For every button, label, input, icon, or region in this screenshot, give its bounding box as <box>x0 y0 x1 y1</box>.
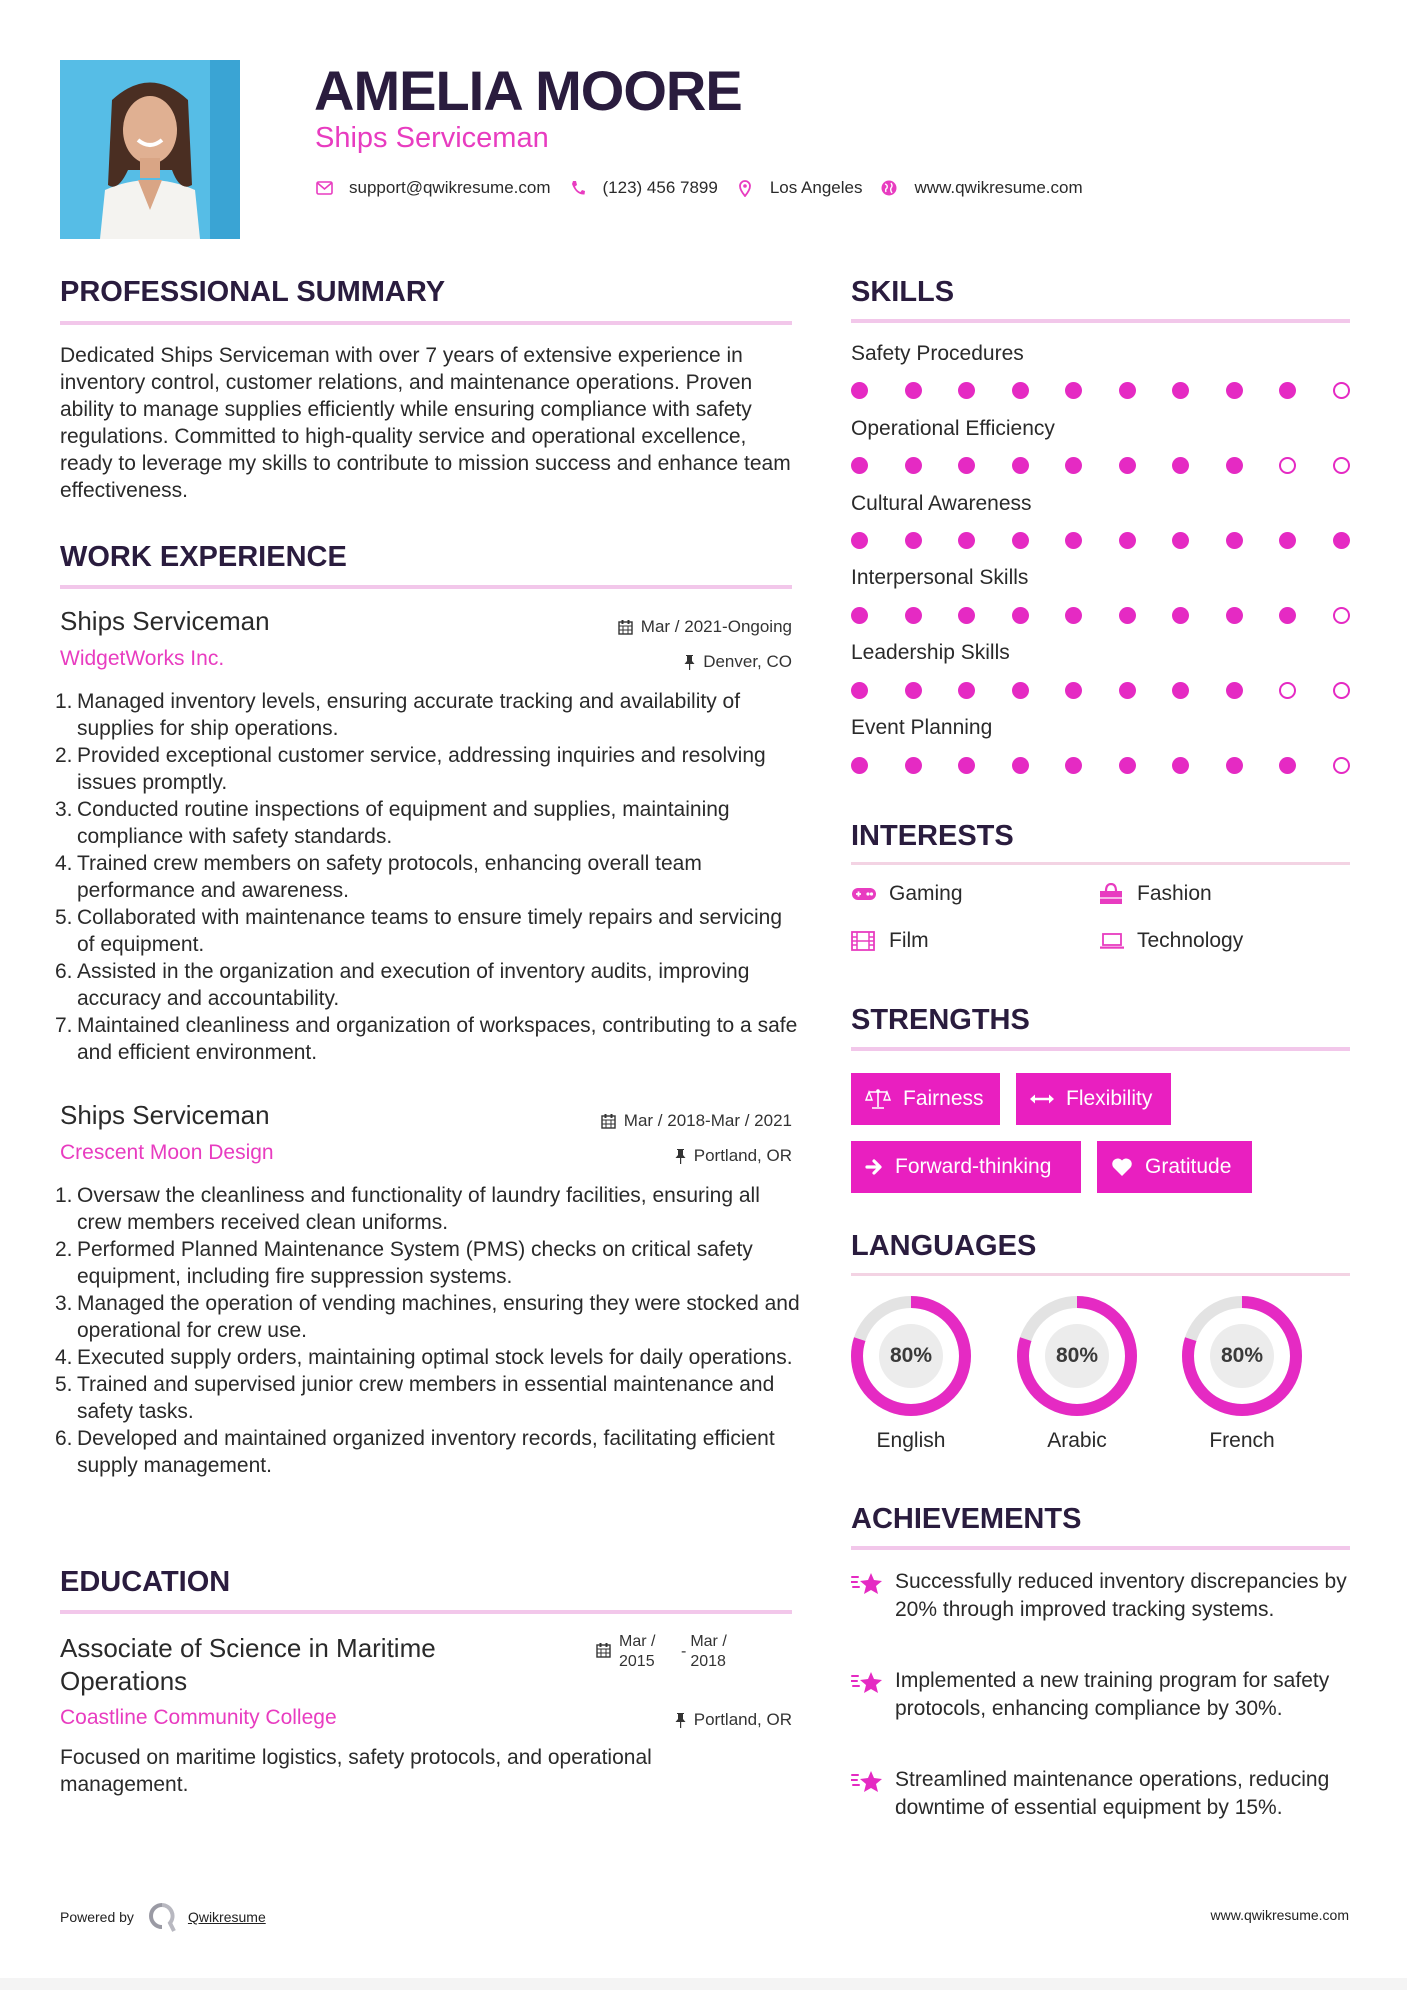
skill-dot-filled <box>1012 682 1029 699</box>
footer-powered-by <box>60 1902 266 1932</box>
skill-dot-empty <box>1333 757 1350 774</box>
skill-dot-filled <box>851 382 868 399</box>
skill-dot-filled <box>1172 682 1189 699</box>
skill-dot-empty <box>1279 682 1296 699</box>
education-dates: Mar / 2015 - Mar / 2018 <box>596 1632 738 1672</box>
interests-heading: INTERESTS <box>851 820 1014 852</box>
skill-dot-filled <box>1172 757 1189 774</box>
phone-icon <box>569 179 587 197</box>
language-item <box>1016 1295 1138 1453</box>
skill-name: Operational Efficiency <box>851 417 1055 440</box>
skills-heading: SKILLS <box>851 276 955 308</box>
skill-dot-filled <box>851 532 868 549</box>
skill-dot-filled <box>1012 382 1029 399</box>
strengths-heading: STRENGTHS <box>851 1004 1030 1036</box>
skill-dot-filled <box>1279 757 1296 774</box>
skill-dot-filled <box>851 457 868 474</box>
strength-label: Flexibility <box>1066 1087 1153 1110</box>
skill-rating <box>851 757 1350 777</box>
skill-dot-filled <box>1279 607 1296 624</box>
contact-website[interactable] <box>880 178 1082 198</box>
job-title: Ships Serviceman <box>60 606 270 636</box>
achievements-divider <box>851 1546 1350 1550</box>
skill-dot-filled <box>1119 682 1136 699</box>
skill-dot-filled <box>1065 757 1082 774</box>
powered-by-label: Powered by <box>60 1909 134 1925</box>
skill-name: Cultural Awareness <box>851 492 1032 515</box>
skill-rating <box>851 382 1350 402</box>
calendar-icon <box>596 1632 611 1672</box>
skill-rating <box>851 532 1350 552</box>
skill-rating <box>851 682 1350 702</box>
skill-dot-filled <box>1279 532 1296 549</box>
language-name: French <box>1209 1429 1275 1452</box>
shooting-star-icon <box>851 1766 895 1822</box>
job-dates-text: Mar / 2021-Ongoing <box>640 617 792 636</box>
skill-dot-filled <box>905 457 922 474</box>
laptop-icon <box>1099 930 1127 952</box>
gamepad-icon <box>851 883 879 905</box>
strength-label: Fairness <box>903 1087 984 1110</box>
achievement-text: Successfully reduced inventory discrepancies by 20% through improved tracking systems. <box>895 1570 1347 1621</box>
skill-dot-filled <box>1012 457 1029 474</box>
skill-dot-filled <box>1065 682 1082 699</box>
skill-dot-filled <box>1012 607 1029 624</box>
skill-dot-filled <box>851 757 868 774</box>
skill-dot-filled <box>958 457 975 474</box>
strengths-divider <box>851 1047 1350 1051</box>
skill-dot-filled <box>1065 532 1082 549</box>
skill-dot-filled <box>958 757 975 774</box>
language-name: English <box>876 1429 946 1452</box>
education-location <box>675 1710 792 1730</box>
education-location-text: Portland, OR <box>693 1710 792 1729</box>
contact-bar <box>315 178 1101 198</box>
language-percent: 80% <box>1220 1344 1264 1367</box>
skill-dot-empty <box>1333 682 1350 699</box>
job-company: WidgetWorks Inc. <box>60 647 225 670</box>
skill-dot-empty <box>1333 382 1350 399</box>
language-item <box>1181 1295 1303 1453</box>
skill-dot-filled <box>1119 457 1136 474</box>
skill-dot-filled <box>1226 757 1243 774</box>
skill-dot-filled <box>1065 382 1082 399</box>
list-item: 3. Conducted routine inspections of equipment and supplies, maintaining compliance with safety standards. <box>55 798 730 848</box>
strength-tag <box>851 1073 1000 1125</box>
job-location <box>684 652 792 672</box>
strength-label: Forward-thinking <box>895 1155 1052 1178</box>
job-dates <box>618 617 792 637</box>
language-percent: 80% <box>889 1344 933 1367</box>
skill-dot-filled <box>1226 682 1243 699</box>
skill-dot-filled <box>1279 382 1296 399</box>
skill-dot-filled <box>1226 607 1243 624</box>
skill-rating <box>851 607 1350 627</box>
skill-dot-filled <box>1065 607 1082 624</box>
skill-dot-filled <box>1172 532 1189 549</box>
envelope-icon <box>315 179 333 197</box>
skill-dot-filled <box>1119 607 1136 624</box>
skill-dot-filled <box>1119 382 1136 399</box>
film-icon <box>851 930 879 952</box>
education-start: Mar / 2015 <box>619 1633 656 1670</box>
skill-dot-filled <box>1119 757 1136 774</box>
skill-dot-filled <box>958 532 975 549</box>
skill-dot-filled <box>905 382 922 399</box>
skill-dot-filled <box>851 607 868 624</box>
summary-divider <box>60 321 792 325</box>
list-item: 6. Assisted in the organization and execution of inventory audits, improving accuracy and accountability. <box>55 960 750 1010</box>
languages-heading: LANGUAGES <box>851 1230 1037 1262</box>
profile-photo <box>60 60 240 239</box>
degree-title: Associate of Science in Maritime Operations <box>60 1633 436 1696</box>
skill-dot-filled <box>1333 532 1350 549</box>
interest-label: Technology <box>1137 929 1244 952</box>
contact-phone[interactable] <box>569 178 718 198</box>
summary-text: Dedicated Ships Serviceman with over 7 years of extensive experience in inventory control, customer relations, and maintenance operations. Proven ability to manage supplies efficiently while ensuring compliance with safety regulations. Committed to high-quality service and operational excellence, ready to leverage my skills to contribute to mission success and enhance team effectiveness. <box>60 344 791 502</box>
shooting-star-icon <box>851 1667 895 1723</box>
job-location <box>675 1146 792 1166</box>
summary-heading: PROFESSIONAL SUMMARY <box>60 276 446 308</box>
contact-location-text: Los Angeles <box>769 178 863 197</box>
achievement-text: Streamlined maintenance operations, reducing downtime of essential equipment by 15%. <box>895 1768 1330 1819</box>
skill-dot-filled <box>851 682 868 699</box>
heart-icon <box>1111 1157 1133 1177</box>
skill-dot-filled <box>905 532 922 549</box>
skill-dot-filled <box>958 382 975 399</box>
skill-dot-filled <box>1012 757 1029 774</box>
achievement-text: Implemented a new training program for safety protocols, enhancing compliance by 30%. <box>895 1669 1330 1720</box>
list-item: 6. Developed and maintained organized inventory records, facilitating efficient supply management. <box>55 1427 775 1477</box>
strength-tag <box>1097 1141 1252 1193</box>
list-item: 4. Executed supply orders, maintaining optimal stock levels for daily operations. <box>55 1346 793 1369</box>
skill-dot-filled <box>1119 532 1136 549</box>
interest-technology <box>1099 929 1243 953</box>
strength-tag <box>851 1141 1081 1193</box>
skills-divider <box>851 319 1350 323</box>
skill-dot-filled <box>1172 607 1189 624</box>
skill-dot-filled <box>1226 457 1243 474</box>
list-item: 2. Provided exceptional customer service, addressing inquiries and resolving issues promptly. <box>55 744 766 794</box>
job-bullets <box>55 1182 800 1479</box>
pushpin-icon <box>675 1712 686 1728</box>
skill-dot-filled <box>1172 382 1189 399</box>
contact-email[interactable] <box>315 178 551 198</box>
candidate-title: Ships Serviceman <box>315 122 549 154</box>
interest-fashion <box>1099 882 1212 906</box>
job-bullets <box>55 688 800 1066</box>
languages-divider <box>851 1273 1350 1276</box>
skill-dot-filled <box>1172 457 1189 474</box>
language-name: Arabic <box>1047 1429 1107 1452</box>
skill-dot-empty <box>1333 457 1350 474</box>
list-item: 1. Oversaw the cleanliness and functionality of laundry facilities, ensuring all crew members received clean uniforms. <box>55 1184 760 1234</box>
globe-icon <box>880 179 898 197</box>
job-location-text: Portland, OR <box>693 1146 792 1165</box>
skill-dot-filled <box>958 682 975 699</box>
skill-name: Event Planning <box>851 716 993 739</box>
skill-dot-filled <box>1012 532 1029 549</box>
skill-dot-empty <box>1279 457 1296 474</box>
list-item: 3. Managed the operation of vending machines, ensuring they were stocked and operational for crew use. <box>55 1292 800 1342</box>
interest-gaming <box>851 882 963 906</box>
contact-email-text: support@qwikresume.com <box>349 178 551 197</box>
skill-dot-filled <box>905 682 922 699</box>
qwikresume-logo-icon <box>148 1902 176 1932</box>
skill-dot-filled <box>958 607 975 624</box>
pushpin-icon <box>684 654 695 670</box>
language-item <box>850 1295 972 1453</box>
pushpin-icon <box>675 1148 686 1164</box>
education-description: Focused on maritime logistics, safety protocols, and operational management. <box>60 1746 652 1796</box>
interest-label: Gaming <box>889 882 963 905</box>
arrow-right-icon <box>865 1158 883 1176</box>
map-pin-icon <box>736 179 754 197</box>
skill-dot-filled <box>905 607 922 624</box>
skill-name: Leadership Skills <box>851 641 1010 664</box>
candidate-name: AMELIA MOORE <box>314 59 742 122</box>
interests-divider <box>851 862 1350 865</box>
skill-dot-filled <box>905 757 922 774</box>
interest-label: Fashion <box>1137 882 1212 905</box>
achievement-item <box>851 1667 1350 1723</box>
qwikresume-link[interactable]: Qwikresume <box>187 1909 266 1925</box>
list-item: 5. Trained and supervised junior crew members in essential maintenance and safety tasks. <box>55 1373 775 1423</box>
balance-scale-icon <box>865 1088 891 1110</box>
job-location-text: Denver, CO <box>703 652 792 671</box>
skill-name: Interpersonal Skills <box>851 566 1029 589</box>
achievement-item <box>851 1766 1350 1822</box>
interest-label: Film <box>889 929 929 952</box>
interest-film <box>851 929 929 953</box>
school-name: Coastline Community College <box>60 1706 337 1729</box>
experience-heading: WORK EXPERIENCE <box>60 541 347 573</box>
education-end: Mar / 2018 <box>690 1633 727 1670</box>
footer-website[interactable]: www.qwikresume.com <box>1210 1907 1349 1923</box>
skill-dot-filled <box>1065 457 1082 474</box>
skill-rating <box>851 457 1350 477</box>
job-company: Crescent Moon Design <box>60 1141 274 1164</box>
contact-phone-text: (123) 456 7899 <box>602 178 718 197</box>
job-dates <box>601 1111 792 1131</box>
language-percent: 80% <box>1055 1344 1099 1367</box>
strength-tag <box>1016 1073 1171 1125</box>
skill-dot-empty <box>1333 607 1350 624</box>
list-item: 2. Performed Planned Maintenance System (PMS) checks on critical safety equipment, including fire suppression systems. <box>55 1238 753 1288</box>
job-title: Ships Serviceman <box>60 1100 270 1130</box>
calendar-icon <box>601 1113 616 1129</box>
contact-location <box>736 178 863 198</box>
job-dates-text: Mar / 2018-Mar / 2021 <box>623 1111 792 1130</box>
calendar-icon <box>618 619 633 635</box>
list-item: 7. Maintained cleanliness and organization of workspaces, contributing to a safe and efficient environment. <box>55 1014 798 1064</box>
shooting-star-icon <box>851 1568 895 1624</box>
strength-label: Gratitude <box>1145 1155 1232 1178</box>
list-item: 4. Trained crew members on safety protocols, enhancing overall team performance and awareness. <box>55 852 702 902</box>
contact-website-text: www.qwikresume.com <box>914 178 1083 197</box>
achievements-heading: ACHIEVEMENTS <box>851 1503 1082 1535</box>
experience-divider <box>60 585 792 589</box>
skill-name: Safety Procedures <box>851 342 1024 365</box>
skill-dot-filled <box>1226 532 1243 549</box>
skill-dot-filled <box>1226 382 1243 399</box>
arrows-horizontal-icon <box>1030 1093 1054 1105</box>
achievement-item <box>851 1568 1350 1624</box>
education-heading: EDUCATION <box>60 1566 231 1598</box>
list-item: 1. Managed inventory levels, ensuring accurate tracking and availability of supplies for ship operations. <box>55 690 741 740</box>
shopping-bag-icon <box>1099 883 1127 905</box>
education-divider <box>60 1610 792 1614</box>
page-bottom-band <box>0 1978 1407 1990</box>
list-item: 5. Collaborated with maintenance teams to ensure timely repairs and servicing of equipment. <box>55 906 783 956</box>
